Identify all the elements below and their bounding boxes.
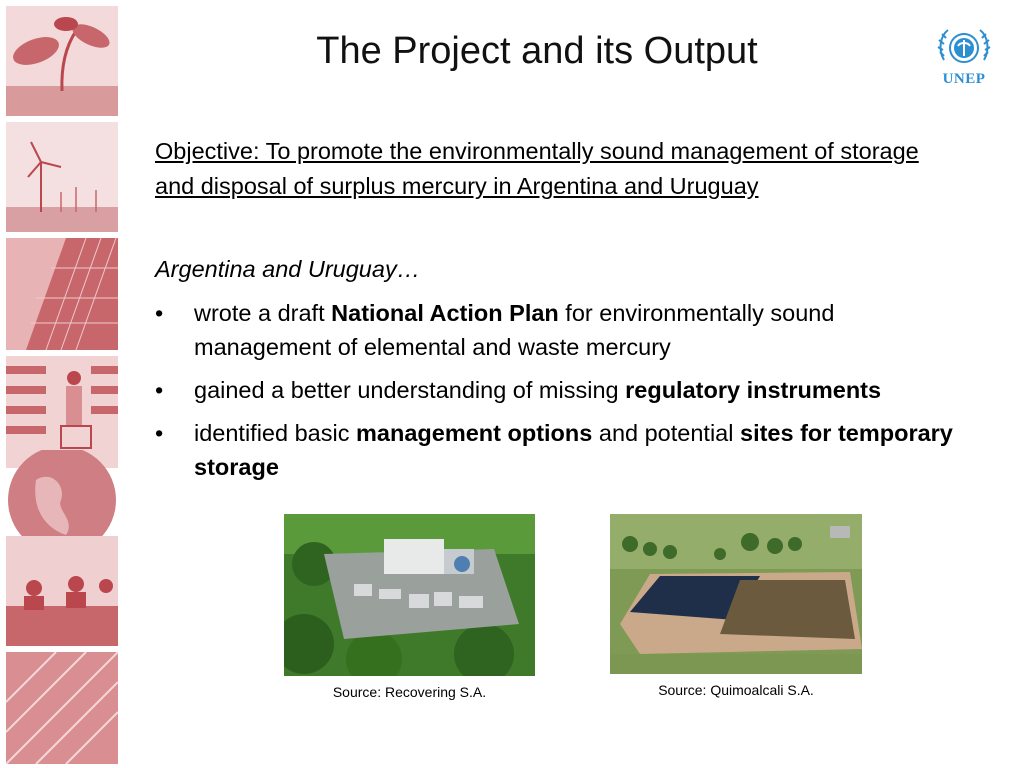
outputs-list [155,296,965,493]
unep-logo [936,24,992,88]
list-item: • wrote a draft National Action Plan for environmentally sound management of elemental and waste mercury [155,296,965,364]
unep-emblem-icon [936,24,992,72]
countries-intro: Argentina and Uruguay… [155,256,421,282]
bold-term: management options [356,420,593,446]
bullet-icon: • [155,420,164,446]
bold-term: regulatory instruments [625,377,882,403]
bold-term: sites for temporary storage [194,420,953,480]
building-image [6,238,118,350]
globe-image [6,450,118,550]
objective-statement: Objective: To promote the environmentally sound management of storage and disposal of surplus mercury in Argentina and Uruguay [155,138,919,199]
leaf-texture-image [6,652,118,764]
list-item: • gained a better understanding of missing regulatory instruments [155,373,965,407]
decorative-photo-strip [0,0,120,768]
bullet-icon: • [155,300,164,326]
plant-seedling-image [6,6,118,116]
recovering-facility-photo [284,514,535,676]
slide-title: The Project and its Output [316,30,758,72]
wind-turbines-image [6,122,118,232]
photo-caption: Source: Recovering S.A. [332,684,487,700]
logo-text: UNEP [942,71,986,87]
quimoalcali-site-photo [610,514,862,674]
photo-caption: Source: Quimoalcali S.A. [658,682,814,698]
list-item: • identified basic management options and potential sites for temporary storage [155,416,965,484]
bullet-icon: • [155,377,164,403]
meeting-image [6,536,118,646]
bold-term: National Action Plan [331,300,559,326]
